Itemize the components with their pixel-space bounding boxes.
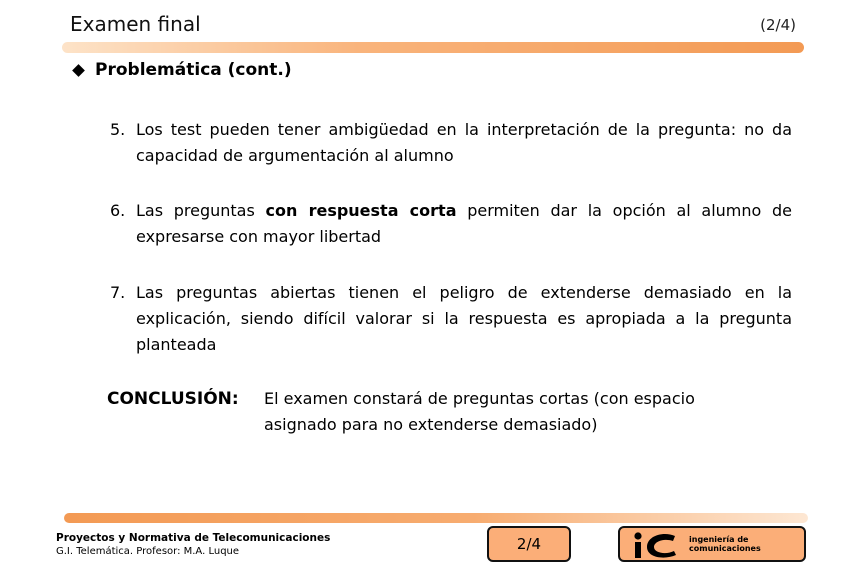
list-item-text-post: permiten dar la opción al alumno de expresarse con mayor libertad xyxy=(136,201,793,246)
list-item-text xyxy=(136,198,792,250)
logo-text-line2: comunicaciones xyxy=(689,544,761,553)
slide-title: Examen final xyxy=(70,12,201,36)
list-item-6 xyxy=(110,198,792,250)
list-item-text: Los test pueden tener ambigüedad en la interpretación de la pregunta: no da capacidad de argumentación al alumno xyxy=(136,120,792,165)
list-item-number: 5. xyxy=(110,120,126,139)
list-item-5 xyxy=(110,117,792,169)
logo-text xyxy=(689,535,761,553)
list-item-number: 7. xyxy=(110,283,126,302)
section-heading xyxy=(72,60,292,80)
diamond-bullet-icon xyxy=(72,64,85,77)
conclusion-text: El examen constará de preguntas cortas (con espacio asignado para no extenderse demasiado) xyxy=(264,389,695,434)
list-item-number: 6. xyxy=(110,201,126,220)
list-item-text: Las preguntas abiertas tienen el peligro de extenderse demasiado en la explicación, siendo difícil valorar si la respuesta es apropiada a la pregunta planteada xyxy=(136,283,792,354)
conclusion-block xyxy=(107,386,797,438)
header-divider-bar xyxy=(62,42,804,53)
list-item-7 xyxy=(110,280,792,358)
logo-text-line1: ingeniería de xyxy=(689,535,749,544)
footer-divider-bar xyxy=(64,513,808,523)
footer-course-name: Proyectos y Normativa de Telecomunicaciones xyxy=(56,532,331,544)
department-logo xyxy=(618,526,806,562)
page-number-box: 2/4 xyxy=(487,526,571,562)
section-heading-text: Problemática (cont.) xyxy=(95,60,292,80)
page-indicator: (2/4) xyxy=(760,16,796,34)
list-item-text-bold: con respuesta corta xyxy=(265,201,457,220)
ic-logo-icon xyxy=(633,530,683,560)
list-item-text-pre: Las preguntas xyxy=(136,201,266,220)
conclusion-label: CONCLUSIÓN: xyxy=(107,389,239,409)
footer-professor: G.I. Telemática. Profesor: M.A. Luque xyxy=(56,546,240,557)
